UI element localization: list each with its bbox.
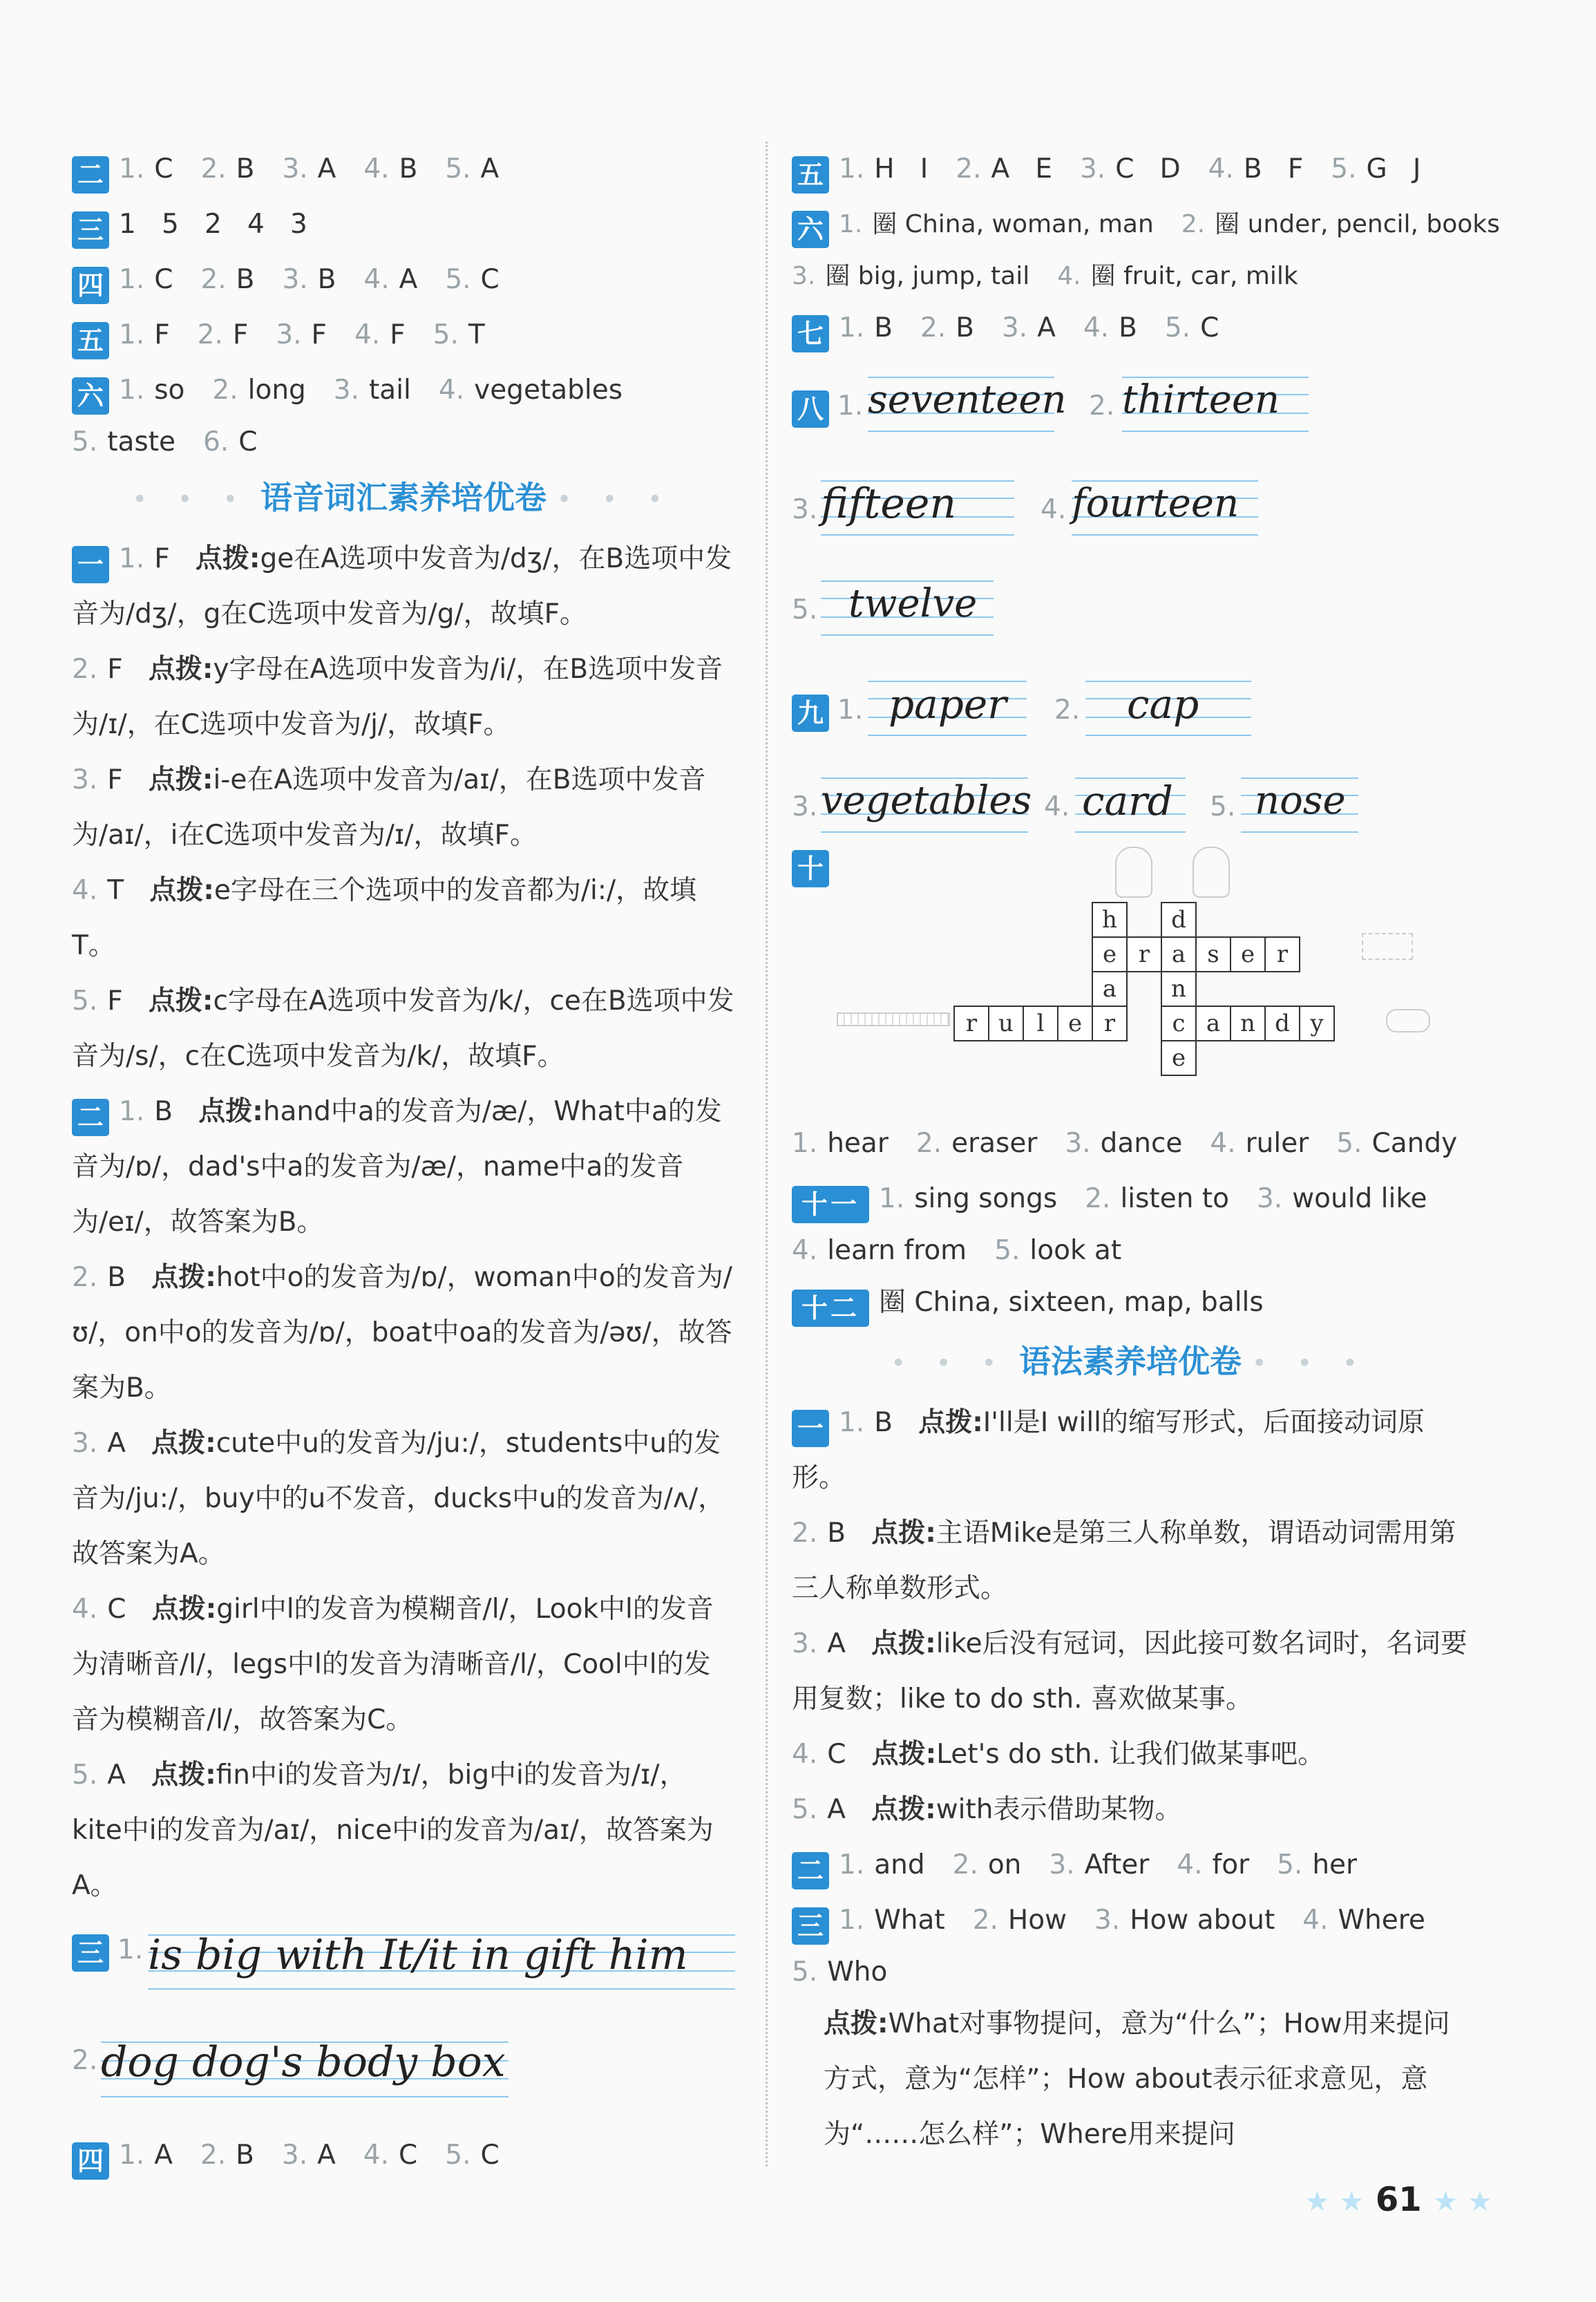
crossword-cell: d — [1161, 902, 1197, 938]
crossword-cell: r — [1264, 936, 1300, 972]
answer-row: 四 1. A 2. B 3. A 4. C 5. C — [72, 2128, 735, 2183]
explanation-item: 一 1. F 点拨:ge在A选项中发音为/dʒ/，在B选项中发音为/dʒ/，g在C选项中发音为/g/，故填F。 — [72, 543, 732, 630]
crossword-cell: a — [1195, 1006, 1231, 1041]
answer-row: 五 1. H I 2. A E 3. C D 4. B F 5. G J — [792, 142, 1469, 197]
section-title: • • • 语法素养培优卷 • • • — [891, 1343, 1369, 1380]
handwriting-section-eight: 八 1. seventeen 2. thirteen 3. fifteen 4. fourteen 5. twelve — [792, 356, 1469, 674]
section-badge: 三 — [72, 1934, 109, 1972]
answer-row: 七 1. B 2. B 3. A 4. B 5. C — [792, 301, 1469, 356]
crossword-section — [792, 847, 1469, 1116]
answer-row: 五 1. F 2. F 3. F 4. F 5. T — [72, 308, 735, 363]
answer-row: 三 1 5 2 4 3 — [72, 197, 735, 252]
crossword-cell: u — [988, 1006, 1024, 1041]
ruler-icon — [837, 1012, 950, 1026]
section-badge: 二 — [72, 156, 109, 194]
crossword-cell: c — [1161, 1006, 1197, 1041]
crossword-cell: a — [1161, 936, 1197, 972]
section-badge: 三 — [792, 1907, 829, 1945]
explanation-item: 5. A 点拨:fin中i的发音为/ɪ/，big中i的发音为/ɪ/，kite中i的发音为/aɪ/，nice中i的发音为/aɪ/，故答案为A。 — [72, 1759, 714, 1901]
answer-row: 三 1. What 2. How 3. How about 4. Where — [792, 1893, 1469, 1948]
section-badge: 九 — [792, 695, 829, 732]
explanation-item: 4. T 点拨:e字母在三个选项中的发音都为/i:/，故填T。 — [72, 874, 697, 961]
handwritten-answer: is big with It/it in gift him — [148, 1930, 688, 1979]
section-badge: 十二 — [792, 1290, 869, 1327]
section-badge: 十 — [792, 850, 829, 887]
explanation-item: 2. F 点拨:y字母在A选项中发音为/i/，在B选项中发音为/ɪ/，在C选项中发音为/j/，故填F。 — [72, 653, 723, 740]
handwriting-row: 2. dog dog's body box — [72, 2024, 735, 2128]
section-badge: 四 — [72, 2142, 109, 2180]
crossword-cell: h — [1092, 902, 1128, 938]
answer-row: 二 1. and 2. on 3. After 4. for 5. her — [792, 1838, 1469, 1893]
explanation-item: 4. C 点拨:Let's do sth. 让我们做某事吧。 — [792, 1738, 1325, 1770]
handwritten-answer: seventeen — [868, 377, 1067, 422]
section-badge: 四 — [72, 267, 109, 304]
eraser-icon — [1362, 933, 1413, 960]
crossword-cell: e — [1092, 936, 1128, 972]
handwriting-section-nine: 九 1. paper 2. cap 3. vegetables 4. card 5. nose — [792, 674, 1469, 847]
handwritten-answer: vegetables — [821, 778, 1032, 823]
section-badge: 六 — [792, 211, 829, 248]
section-badge: 一 — [792, 1410, 829, 1447]
section-badge: 五 — [72, 322, 109, 359]
crossword-cell: y — [1299, 1006, 1335, 1041]
section-badge: 二 — [72, 1099, 109, 1136]
answer-row: 二 1. C 2. B 3. A 4. B 5. A — [72, 142, 735, 197]
candy-icon — [1386, 1009, 1430, 1032]
explanation-item: 5. A 点拨:with表示借助某物。 — [792, 1793, 1182, 1825]
section-badge: 六 — [72, 377, 109, 415]
crossword-cell: r — [953, 1006, 989, 1041]
handwritten-answer: paper — [889, 681, 1007, 728]
crossword-cell: l — [1023, 1006, 1058, 1041]
star-icon: ★ ★ — [1304, 2186, 1365, 2218]
section-badge: 十一 — [792, 1186, 869, 1223]
answer-row: 3. 圈 big, jump, tail 4. 圈 fruit, car, milk — [792, 262, 1298, 290]
crossword-cell: r — [1092, 1006, 1128, 1041]
star-icon: ★ ★ — [1433, 2186, 1492, 2218]
crossword-cell: e — [1230, 936, 1266, 972]
crossword-cell: s — [1195, 936, 1231, 972]
crossword-cell: a — [1092, 971, 1128, 1007]
explanation-item: 5. F 点拨:c字母在A选项中发音为/k/，ce在B选项中发音为/s/，c在C选项中发音为/k/，故填F。 — [72, 985, 734, 1072]
section-badge: 五 — [792, 156, 829, 194]
section-badge: 二 — [792, 1852, 829, 1889]
explanation-item: 一 1. B 点拨:I'll是I will的缩写形式，后面接动词原形。 — [792, 1406, 1425, 1493]
section-badge: 七 — [792, 315, 829, 352]
right-column — [792, 142, 1500, 2162]
handwritten-answer: dog dog's body box — [101, 2037, 506, 2086]
answer-row: 1. hear 2. eraser 3. dance 4. ruler 5. Candy — [792, 1128, 1458, 1159]
handwriting-row: 三 1. is big with It/it in gift him — [72, 1921, 735, 2024]
boy-icon — [1193, 847, 1230, 898]
answer-row: 5. taste 6. C — [72, 426, 258, 457]
explanation-item: 点拨:What对事物提问，意为“什么”；How用来提问方式，意为“怎样”；How about表示征求意见，意为“……怎么样”；Where用来提问 — [824, 2008, 1450, 2150]
handwritten-answer: fifteen — [821, 480, 956, 528]
crossword-cell: e — [1057, 1006, 1093, 1041]
crossword-cell: e — [1161, 1040, 1197, 1076]
explanation-item: 二 1. B 点拨:hand中a的发音为/æ/，What中a的发音为/ɒ/，dad's中a的发音为/æ/，name中a的发音为/eɪ/，故答案为B。 — [72, 1095, 722, 1238]
handwritten-answer: card — [1082, 777, 1173, 824]
explanation-item: 3. A 点拨:cute中u的发音为/ju:/，students中u的发音为/ju:/，buy中的u不发音，ducks中u的发音为/ʌ/，故答案为A。 — [72, 1427, 725, 1569]
answer-row: 4. learn from 5. look at — [792, 1235, 1122, 1266]
crossword-cell: n — [1161, 971, 1197, 1007]
explanation-item: 3. A 点拨:like后没有冠词，因此接可数名词时，名词要用复数；like to do sth. 喜欢做某事。 — [792, 1628, 1467, 1715]
answer-row: 六 1. so 2. long 3. tail 4. vegetables — [72, 363, 735, 418]
answer-row: 六 1. 圈 China, woman, man 2. 圈 under, pencil, books — [792, 197, 1469, 252]
answer-row: 十二 圈 China, sixteen, map, balls — [792, 1275, 1469, 1330]
answer-row: 5. Who — [792, 1956, 888, 1988]
crossword-cell: d — [1264, 1006, 1300, 1041]
page-number-footer — [1304, 2180, 1492, 2219]
handwritten-answer: thirteen — [1122, 377, 1280, 422]
page-number: 61 — [1375, 2180, 1422, 2219]
answer-row: 四 1. C 2. B 3. B 4. A 5. C — [72, 252, 735, 308]
explanation-item: 2. B 点拨:主语Mike是第三人称单数，谓语动词需用第三人称单数形式。 — [792, 1517, 1456, 1604]
handwritten-answer: nose — [1255, 778, 1346, 823]
left-column — [72, 142, 735, 2183]
section-badge: 一 — [72, 546, 109, 583]
handwritten-answer: cap — [1127, 681, 1199, 728]
girl-icon — [1115, 847, 1152, 898]
section-badge: 八 — [792, 390, 829, 428]
handwritten-answer: fourteen — [1072, 481, 1239, 526]
section-title: • • • 语音词汇素养培优卷 • • • — [133, 479, 674, 516]
crossword-cell: r — [1126, 936, 1162, 972]
crossword-cell: n — [1230, 1006, 1266, 1041]
explanation-item: 2. B 点拨:hot中o的发音为/ɒ/，woman中o的发音为/ʊ/，on中o的发音为/ɒ/，boat中oa的发音为/əʊ/，故答案为B。 — [72, 1261, 732, 1404]
answer-row: 十一 1. sing songs 2. listen to 3. would like — [792, 1171, 1469, 1227]
column-divider — [766, 142, 768, 2167]
section-badge: 三 — [72, 211, 109, 249]
explanation-item: 3. F 点拨:i-e在A选项中发音为/aɪ/，在B选项中发音为/aɪ/，i在C选项中发音为/ɪ/，故填F。 — [72, 764, 706, 851]
explanation-item: 4. C 点拨:girl中l的发音为模糊音/l/，Look中l的发音为清晰音/l/，legs中l的发音为清晰音/l/，Cool中l的发音为模糊音/l/，故答案为C。 — [72, 1593, 714, 1735]
handwritten-answer: twelve — [848, 581, 978, 626]
